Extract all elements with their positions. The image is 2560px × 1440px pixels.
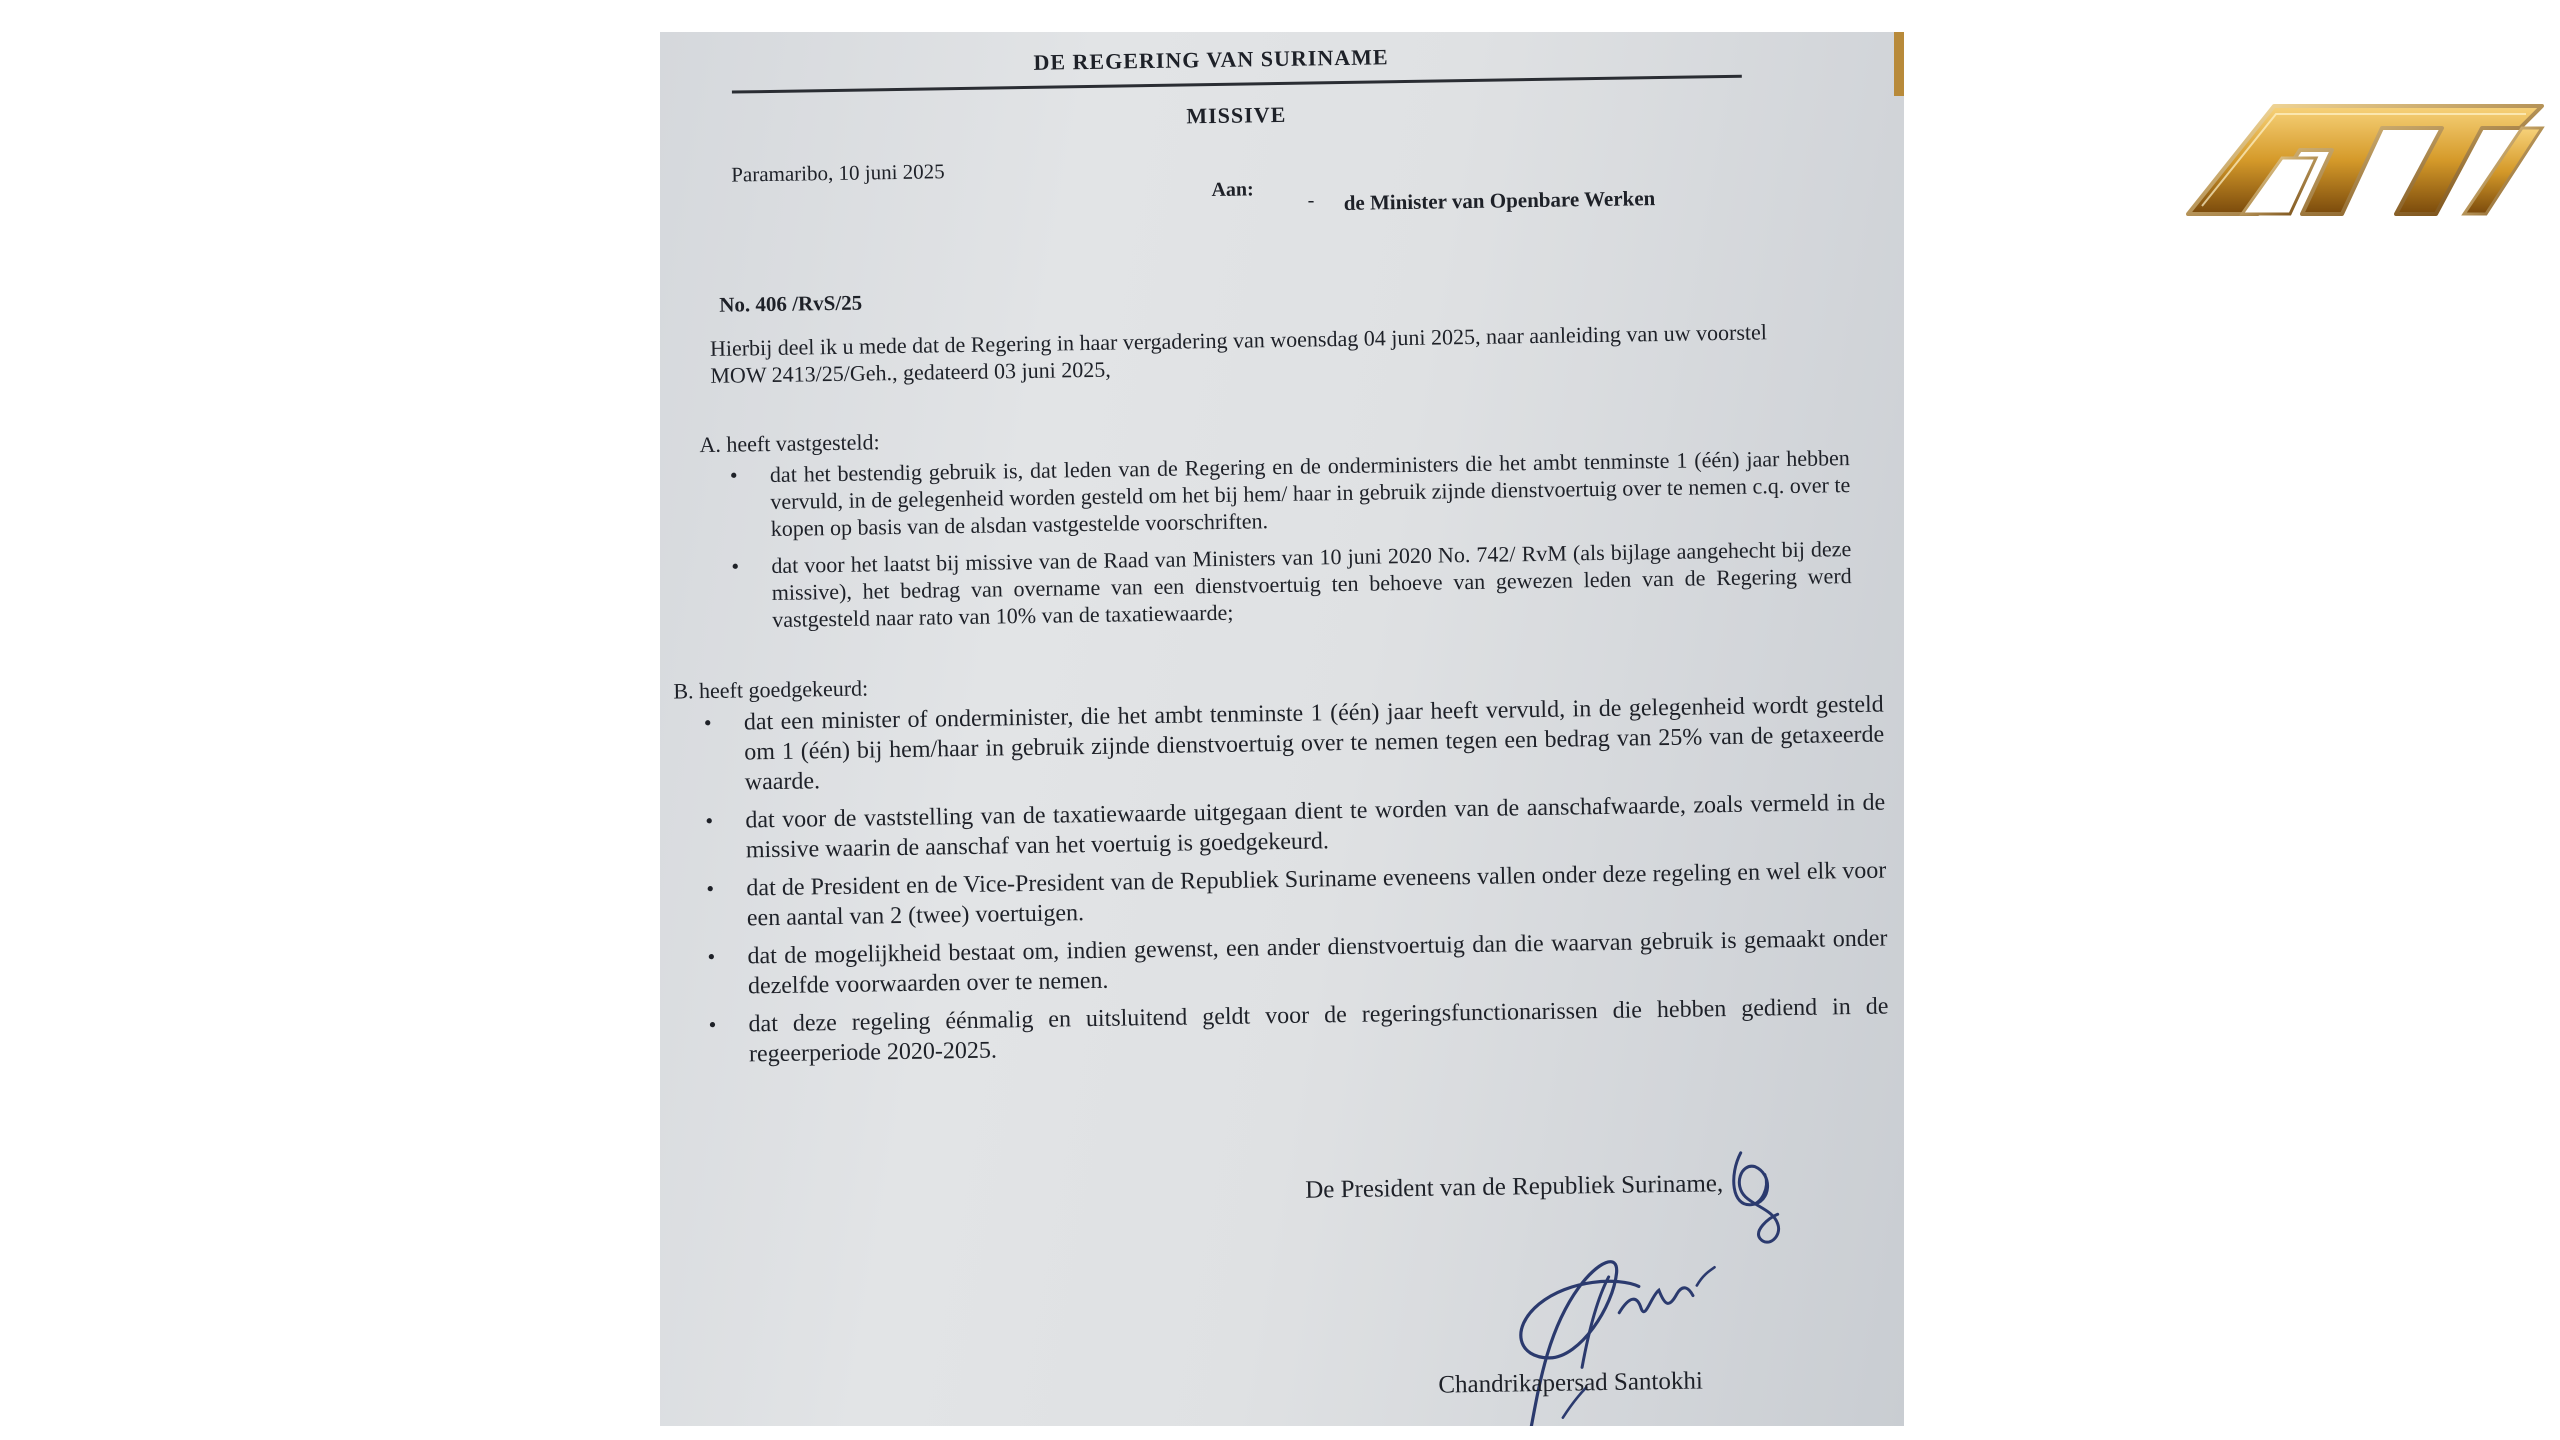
section-a <box>699 413 1852 644</box>
place-date: Paramaribo, 10 juni 2025 <box>731 159 945 187</box>
section-b-point: • dat voor de vaststelling van de taxatiewaarde uitgegaan dient te worden van de aanschafwaarde, zoals vermeld in de missive waarin de aanschaf van het voertuig is goedgekeurd. <box>745 788 1886 866</box>
closing-line: De President van de Republiek Suriname, <box>1305 1170 1724 1204</box>
section-b <box>673 659 1889 1079</box>
recipient: de Minister van Openbare Werken <box>1343 186 1656 215</box>
section-a-point: • dat het bestendig gebruik is, dat leden van de Regering en de onderministers die het ambt tenminste 1 (één) jaar hebben vervuld, in de gelegenheid worden gesteld om het bij hem/ haar in gebruik zijnde dienstvoertuig over te nemen c.q. over te kopen op basis van de alsdan vastgestelde voorschriften. <box>770 444 1851 542</box>
recipient-label: Aan: <box>1211 178 1254 202</box>
reference-number: No. 406 /RvS/25 <box>719 290 863 317</box>
document-page <box>660 32 1904 1426</box>
signer-name: Chandrikapersad Santokhi <box>1438 1367 1704 1399</box>
document-photo <box>660 32 1904 1426</box>
header-rule <box>732 75 1742 94</box>
section-b-point: • dat de mogelijkheid bestaat om, indien gewenst, een ander dienstvoertuig dan die waarvan gebruik is gemaakt onder dezelfde voorwaarden over te nemen. <box>747 924 1888 1002</box>
section-b-points <box>674 690 1890 1071</box>
recipient-dash: - <box>1307 189 1315 212</box>
intro-paragraph: Hierbij deel ik u mede dat de Regering in haar vergadering van woensdag 04 juni 2025, naar aanleiding van uw voorstel MOW 2413/25/Geh., gedateerd 03 juni 2025, <box>709 319 1768 388</box>
atv-logo-icon <box>2182 98 2546 222</box>
section-a-heading: A. heeft vastgesteld: <box>699 429 880 458</box>
government-header: DE REGERING VAN SURINAME <box>1033 44 1389 75</box>
section-b-point: • dat deze regeling éénmalig en uitsluitend geldt voor de regeringsfunctionarissen die hebben gediend in de regeerperiode 2020-2025. <box>748 992 1889 1070</box>
section-a-point: • dat voor het laatst bij missive van de Raad van Ministers van 10 juni 2020 No. 742/ RvM (als bijlage aangehecht bij deze missive), het bedrag van overname van een dienstvoertuig ten behoeve van gewezen leden van de Regering werd vastgesteld naar rato van 10% van de taxatiewaarde; <box>771 535 1852 633</box>
section-a-points <box>700 444 1853 634</box>
document-type: MISSIVE <box>1186 101 1287 129</box>
section-b-point: • dat een minister of onderminister, die het ambt tenminste 1 (één) jaar heeft vervuld, in de gelegenheid wordt gesteld om 1 (één) bij hem/haar in gebruik zijnde dienstvoertuig over te nemen tegen een bedrag van 25% van de getaxeerde waarde. <box>744 690 1885 798</box>
section-b-heading: B. heeft goedgekeurd: <box>673 675 869 704</box>
section-b-point: • dat de President en de Vice-President van de Republiek Suriname eveneens vallen onder deze regeling en wel elk voor een aantal van 2 (twee) voertuigen. <box>746 856 1887 934</box>
